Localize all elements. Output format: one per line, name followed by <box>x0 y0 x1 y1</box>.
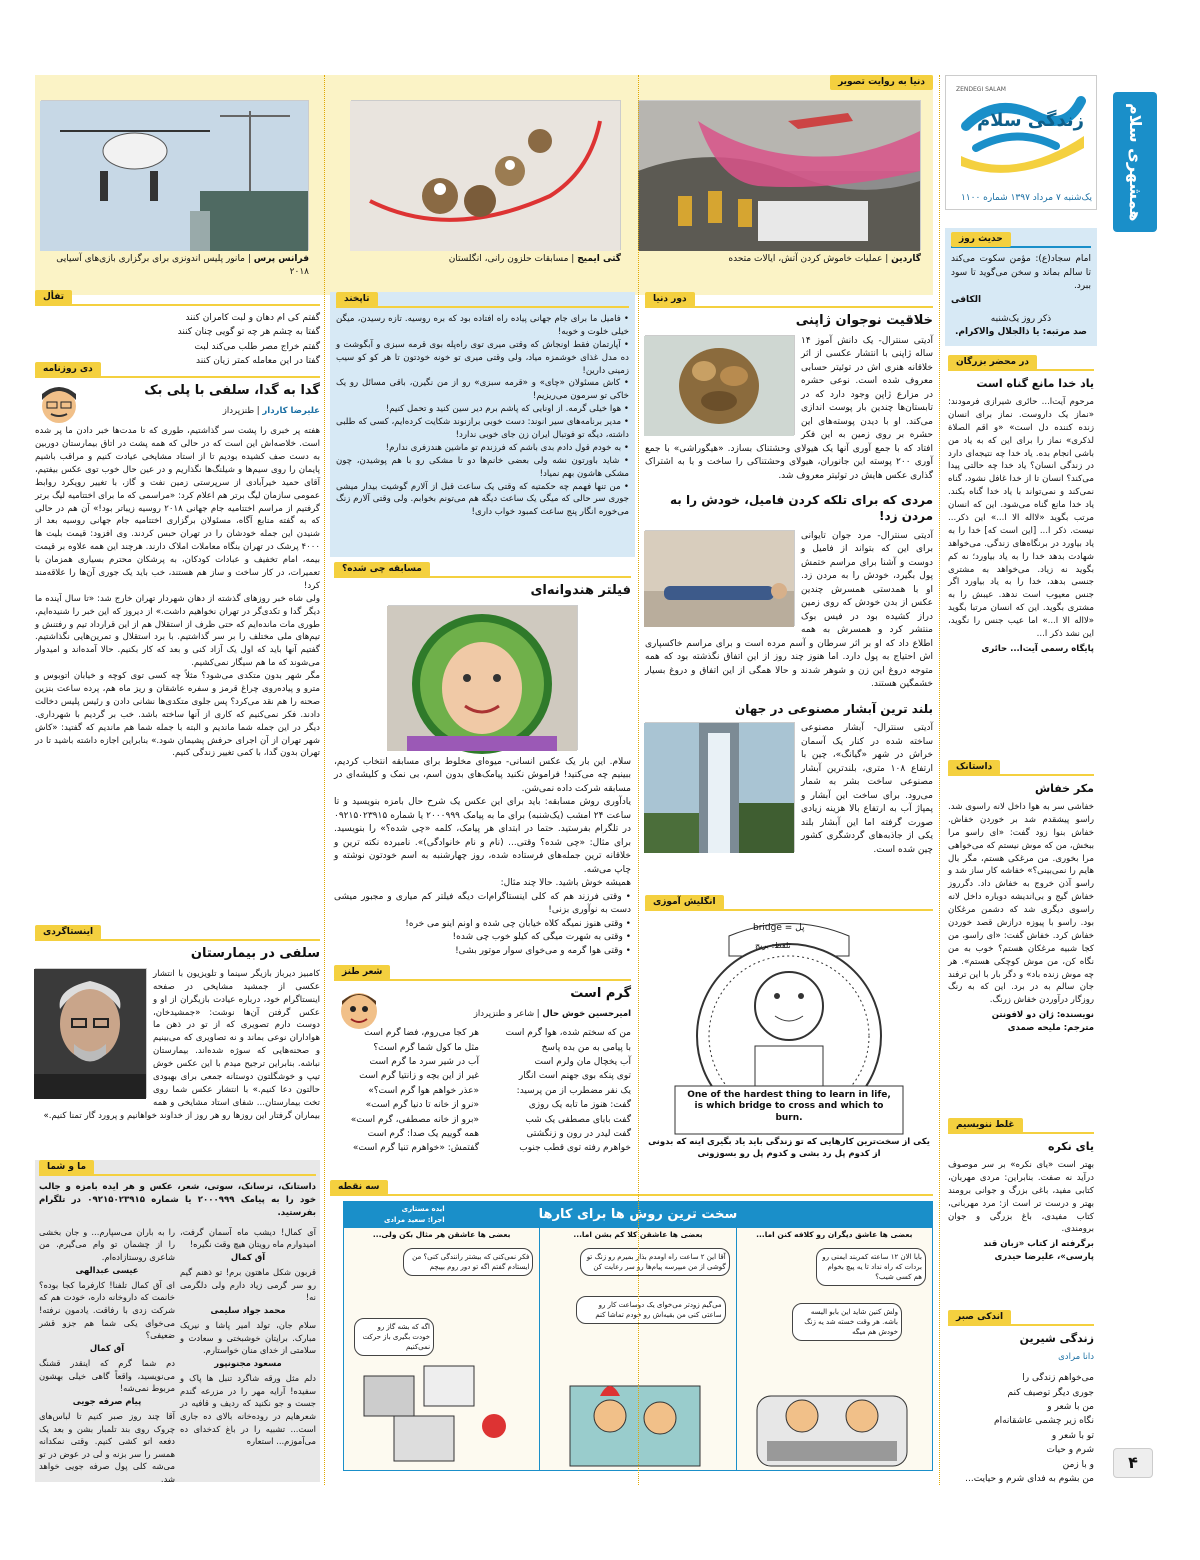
world-photos-tag: دنیا به روایت تصویر <box>830 75 933 90</box>
tapkhand-section <box>330 292 635 557</box>
reader-message: آی کمال! دیشب ماه آسمان گرفت، امیدوارم ماه رویتان هیچ وقت نگیره! <box>180 1226 316 1250</box>
story-section <box>945 760 1097 1110</box>
readers-intro: داستانک، ترسانک، سوتی، شعر، عکس و هر ایده بامزه و جالب خود را به پیامک ۲۰۰۰۹۹۹ یا شماره ۰۹۲۱۵۰۲۳۹۱۵ در تلگرام بفرستید. <box>39 1182 317 1218</box>
three-dots-section <box>330 1180 933 1480</box>
divider <box>324 75 325 1485</box>
tapkhand-item: • کاش مسئولان «چای» و «قرمه سبزی» رو از من نگیرن، باقی مسائل رو یک خاکی تو سرمون می‌ریزیم! <box>336 378 629 402</box>
poem-line: با پیامی به من بده پاسخ <box>541 1042 631 1053</box>
bug-photo <box>645 335 795 435</box>
hadith-box <box>945 228 1097 346</box>
insta-tag: اینستاگردی <box>35 925 101 940</box>
patience-poem <box>948 1371 1094 1486</box>
humor-poem-author: امیرحسین خوش حال | شاعر و طنزپرداز <box>473 1008 631 1019</box>
story-author: نویسنده: ژان دو لافونتن <box>991 1010 1094 1021</box>
photo-snails <box>351 100 621 270</box>
poem-line: هر کجا می‌روم، فضا گرم است <box>364 1028 479 1039</box>
faraway-a1-body: آدیتی سنترال- یک دانش آموز ۱۴ ساله ژاپنی با انتشار عکسی از اثر خلاقانه هنری اش در توئیتر حسابی معروف شده است. نوعی حشره در مزارع ژاپن وجود دارد که در تابستان‌ها چندین بار پوست اندازی می‌کند. او با دیدن پوسته‌های این حشره بر روی زمین به این فکر افتاد که با جمع آوری آنها یک هیولای وحشتناک بسازد. «هیگوراشی» با جمع آوری ۲۰۰ پوسته این جانوران، هیولای وحشتناکی را ساخت و با به اشتراک گذاری عکس هایش در توئیتر معروف شد. <box>645 335 933 481</box>
page-number: ۴ <box>1128 1453 1138 1472</box>
poem-line: گفت بابای مصطفی یک شب <box>525 1114 631 1125</box>
faraway-tag: دور دنیا <box>645 292 695 307</box>
elders-source: پایگاه رسمی آیت‌ا... حائری <box>981 643 1094 654</box>
poem-line: من بشوم به فدای شرم و حیایت... <box>965 1473 1094 1484</box>
masthead <box>945 75 1097 210</box>
tapkhand-tag: تاپخند <box>336 292 378 307</box>
reader-message: قربون شکل ماهتون برم! تو ذهنم گیم رو سر گرمی زیاد دارم ولی دلگرمی نه! <box>180 1267 316 1303</box>
diary-avatar <box>37 382 81 426</box>
contest-intro: سلام. این بار یک عکس انسانی- میوه‌ای مخلوط برای مسابقه انتخاب کردیم، ببینیم چه می‌کنید! فراموش نکنید پیامک‌های بدون اسم، بی نمک و کلیشه‌ای در مسابقه شرکت داده نمی‌شن. <box>334 756 631 794</box>
humor-poem-col1 <box>486 1026 631 1156</box>
divider <box>638 75 639 1485</box>
waterfall-photo <box>645 722 795 852</box>
section-strip <box>1113 92 1157 232</box>
poem-line: غیر از این بچه و زانتیا گرم است <box>359 1071 479 1082</box>
patience-tag: اندکی صبر <box>948 1310 1011 1325</box>
poem-line: گفتا به چشم هر چه تو گویی چنان کنند <box>177 327 320 338</box>
elders-body: مرحوم آیت‌ا... حائری شیرازی فرمودند: «نماز یک داروست. نماز برای انسان زنده کننده دل است» «و اقم الصلاة لذکری» نماز را برای این که به یاد من باشی انجام بده. یاد خدا چه نتیجه‌ای دارد در زندگی انسان؟ یاد خدا چه حالتی پیدا می‌کند؟ انسان تا از خدا غافل نشود، گناه نمی‌کند و نمی‌تواند با یاد خدا گناه بکند. یاد خدا مانع گناه می‌شود. این که انسان مرتب بگوید «لااله الا ا...» این ذکر... نیست. ذکر ا... [این است که] خدا را به یاد بیاورد در برنگاه‌های زندگی. می‌خواهد شهادت بدهد خدا را به یاد بیاورد؛ نه کم بگوید نه زیاد. می‌خواهد به مشتری جنسی بدهد، خدا را به یاد بیاورد اگر جنس معیوب است ندهد. عیبش را به مشتری بگوید. این که انسان مرتبا بگوید «لااله الا ا...» اما عیب جنس را نگوید، این نشد ذکر ا... <box>948 396 1094 639</box>
diary-tag: دی روزنامه <box>35 362 101 377</box>
faraway-a2-body: آدیتی سنترال- مرد جوان تایوانی برای این که بتواند از فامیل و دوست و آشنا برای مراسم ختمش پول بگیرد، خودش را به مردن زد. او با همدستی همسرش چندین عکس از بدن خودش که روی زمین دراز کشیده بود در فیس بوک منتشر کرد و همسرش به همه اطلاع داد که او بر اثر سرطان و آسم مرده است و برای مراسم خاکسپاری اش احتیاج به پول دارد. اما هنوز چند روز از این اتفاق نگذشته بود که همه متوجه دروغ این زن و شوهر شدند و حالا همگی از این اتفاق و دروغ بسیار خشمگین هستند. <box>645 530 933 690</box>
cartoon-title-bar: سخت ترین روش ها برای کارها ایده مستاری اجرا: سعید مرادی <box>344 1202 932 1228</box>
reader-name: آق کمال <box>89 1342 125 1353</box>
reader-message: سلام جان، تولد امیر پاشا و نیریک مبارک. برایتان خوشبختی و سعادت و سلامتی از خدای منان خواستارم. <box>180 1320 316 1356</box>
cartoon-panel-1: بعضی ها عاشق دیگران رو کلافه کنن اما... بابا الان ۱۲ ساعته کمربند ایمنی رو بردات که راه نداد تا یه پیچ بخوام هم کسی شیب؟ ولش کنین شاید این بابو الیسه باشه. هر وقت خسته شد یه زنگ خودش هم میگه <box>736 1228 932 1470</box>
photo-fire <box>639 100 921 270</box>
insta-title: سلفی در بیمارستان <box>190 946 320 961</box>
poem-line: مثل ما کول شما گرم است؟ <box>373 1042 479 1053</box>
issue-date: یک‌شنبه ۷ مرداد ۱۳۹۷ شماره ۱۱۰۰ <box>960 192 1092 203</box>
english-translation: یکی از سخت‌ترین کارهایی که تو زندگی باید یاد بگیری اینه که بدونی از کدوم پل رد بشی و کدوم پل رو بسوزونی <box>648 1137 930 1160</box>
tapkhand-item: • مدیر برنامه‌های سیر انوند: دست خوبی برازنوند شکایت کرده‌ایم، کسی که طلبی داشته، دیگه تو فوتبال ایران زن جای خوبی ندارد! <box>336 417 629 441</box>
poem-line: نگاه زیر چشمی عاشقانه‌ام <box>994 1416 1094 1427</box>
cartoon-credits: ایده مستاری اجرا: سعید مرادی <box>384 1205 445 1224</box>
photo-helicopter-caption: فرانس پرس | مانور پلیس اندونزی برای برگزاری بازی‌های آسیایی ۲۰۱۸ <box>56 254 309 278</box>
tapkhand-list <box>336 313 629 519</box>
humor-poem-col2 <box>334 1026 479 1156</box>
english-section <box>645 895 933 1175</box>
contest-tag: مسابقه چی شده؟ <box>334 562 430 577</box>
reader-message: ای آق کمال تلفنا! کارفرما کجا بوده؟ خانمت که داروخانه داره، خودت هم که شرکت زدی با رفاقت. یادمون نرفته! می‌خوای یکی شما هم جزو قشر ضعیفی؟ <box>39 1279 175 1341</box>
diary-body3: مگر شهر بدون متکدی می‌شود؟ مثلاً چه کسی توی کوچه و خیابان اتوبوس و مترو و پیاده‌روی چراغ قرمز و سفره عاشقان و ریز ماه هم، پرده ساعت بنزین صحنه را هم نقد می‌کرد؟ پس جلوی متکدی‌ها نشانی دادن و رئیس پلیس دخالت دادند. فکر نمی‌کنیم که کاری از آنها ساخته باشد. خب بر گردیم با شهرداری. دیگر در این جمله شما ماندیم و البته با جمله شما هم ماندیم که گفتید: «کاش شهر تهران از آن اجرای حرفش پشیمان شود.» بنابراین اجازه داشته باشید تا در تهران بدون گدا، با کمی تغییر زندگی کنیم. <box>35 671 320 759</box>
patience-title: زندگی شیرین <box>1019 1332 1094 1345</box>
patience-author: دانا مرادی <box>1058 1351 1094 1362</box>
poem-line: یک نفر مضطرب از من پرسید: <box>516 1085 631 1096</box>
english-quote: One of the hardest thing to learn in life, is which bridge to cross and which to burn. <box>687 1090 891 1123</box>
humor-poem-section <box>330 965 635 1175</box>
cartoon-panel-3: بعضی ها عاشقن هر مثال بکن ولی... فکر نمی‌کنی که بیشتر رانندگی کنی؟ من ایستادم گفتم اگه تو دور روم بپیچم اگه که بشه گاز رو خودت بگیری باز حرکت نمی‌کنیم <box>344 1228 539 1470</box>
poem-line: «نرو از خانه تا دنیا گرم است» <box>365 1100 479 1111</box>
tapkhand-item: • من تنها فهمم چه حکمتیه که وقتی یک ساعت قبل از آلارم گوشیت بیدار میشی جوری سر حالی که میگی یک ساعت دیگه هم می‌تونم بخوابم. ولی وقتی آلارم زنگ می‌خوره انگار پنج ساعت کمبود خواب داری! <box>336 481 629 518</box>
contest-section <box>330 562 635 960</box>
correct-body: بهتر است «یای نکره» بر سر موصوف درآید نه صفت. بنابراین: مردی مهربان، کتابی مفید، باغی بزرگ و جوانی برومند بهتر و درست تر است از: مرد مهربانی، کتاب مفیدی، باغ بزرگی و جوان برومندی. <box>948 1159 1094 1235</box>
zekr-count: صد مرتبه: یا ذالجلال والاکرام. <box>955 326 1087 337</box>
tapkhand-item: • فامیل ما برای جام جهانی پیاده راه افتاده بود که بره روسیه. تازه رسیدن، میگن خیلی خلوت و خوبه! <box>336 314 629 337</box>
faraway-a3-title: بلند ترین آبشار مصنوعی در جهان <box>734 701 933 716</box>
word-pronounce: تلفظ: بریج <box>755 941 791 950</box>
logo-text: زندگی سلام <box>976 110 1084 131</box>
diary-body2: ولی شاه خبر روزهای گذشته از دهان شهردار تهران خارج شد: «تا سال آینده ما دیگر گدا و تکدی‌گر در تهران نخواهیم داشت.» از دیروز که این خبر را شنیده‌ایم، طوری مات مانده‌ایم که حتی ظرف از استقلال هم از این قرارداد تیم و رفتنش و تیم‌های ملی مختلف را بر سر گذاشتیم. با برد استقلال و تمرین‌هایی نگذاشتیم. گفتیم آنها باید که اول یک آزاد کنی و بعد که کار بکنیم. حالا آمده‌اند و امیدوار می‌شوند که ما هم سیگار نمی‌کشیم. <box>35 593 320 669</box>
tapkhand-item: • شاید باورتون نشه ولی بعضی خانم‌ها دو تا مشکی رو با هم پوشیدن، چون مشکی هاشون بهم نمیاد! <box>336 455 629 479</box>
tapkhand-item: • آپارتمان فقط اونجاش که وقتی میری توی راه‌پله بوی قرمه سبزی و آبگوشت و ده مدل غذای خوشمزه میاد، ولی وقتی میری تو خونه خودتون تا هر کو کو سیب زمینی دارین! <box>336 339 629 376</box>
contest-example: • وقتی فرزند هم که کلی اینستاگرام‌ات دیگه فیلتر کم میاری و مجبور میشی دست به نوآوری بزنی! <box>334 891 631 916</box>
insta-photo <box>35 968 147 1098</box>
diary-title: گدا به گدا، سلفی با پلی بک <box>144 383 320 398</box>
story-body: خفاشی سر به هوا داخل لانه راسوی شد. راسو پیشقدم شد بر خوردن خفاش. خفاش بنوا زود گفت: «ای راسو مرا ببخش، من که موش نیستم که می‌خواهی مرا بخوری. من مرغکی هستم، مگر بال هایم را نمی‌بینی؟» خفاشه کار ساز شد و راسو آذن خروج به خفاش داد. دگرروز خفاش گیج و بی‌اندیشه دوباره داخل لانه راسوی دیگری شد که دشمن مرغکان بود. راسو با پیوزه درازش قصد خوردن خفاش کرد. خفاش گفت: «ای راسو، من کجا شبیه مرغکان هستم؟ خوب به من نگاه کن، من موش کوچکی هستم». هر چه موش زنده باد» و دگر بار با این ترفند جان سالم به در برد. این که به رنگ روزگار درآوردن خفاش زرنگ. <box>948 801 1094 1006</box>
faraway-a3-body: آدیتی سنترال- آبشار مصنوعی ساخته شده در کنار یک آسمان خراش در شهر «گیانگ»، چین با ارتفاع ۱۰۸ متری، بلندترین آبشار مصنوعی ساخت بشر به شمار می‌رود. برای ساخت این آبشار و پمپاژ آب به ارتفاع بالا هزینه زیادی صورت گرفته اما این آبشار بلند یکی از جاذبه‌های گردشگری کشور چین شده است. <box>801 723 933 855</box>
tapkhand-item: • به خودم قول دادم بدی باشم که فرزندم تو ماشین هندزفری ندارم! <box>385 442 629 453</box>
humor-poem-tag: شعر طنز <box>334 965 390 980</box>
poem-line: من که سختم شده، هوا گرم است <box>505 1028 631 1039</box>
patience-section <box>945 1310 1097 1490</box>
poem-line: گفتم کی ام دهان و لبت کامران کنند <box>185 313 320 323</box>
readers-col-right <box>180 1226 316 1486</box>
page-number-box <box>1113 1448 1153 1478</box>
cartoon-panel-2: بعضی ها عاشقن کلا کم بشن اما... آقا این ۲ ساعت راه اومدم بذار بمیرم رو زنگ تو گوشی از من میپرسه پیام‌ها رو سر رعایت کن می‌گیم زودتر می‌خوای یک دوساعت کار رو ساعتی کنی من بقیه‌اش رو خودم تماشا کنم <box>539 1228 735 1470</box>
hadith-tag: حدیث روز <box>951 232 1011 247</box>
readers-col-left <box>39 1226 175 1486</box>
poem-line: گفتم خراج مصر طلب می‌کند لبت <box>194 341 320 352</box>
poem-line: «عذر خواهم هوا گرم است؟» <box>368 1085 479 1096</box>
reader-message: آقا چند روز صبر کنیم تا لباس‌های چروک روی بند تلمبار بشن و بعد یک دفعه اتو کشی کنیم. وقتی نمکدانه همسر را سر بزنه و لی در عوض در تو می‌شه کلی پول صرفه جویی خواهد شد. <box>39 1410 175 1484</box>
poem-line: «برو از خانه مصطفی، گرم است» <box>350 1114 479 1125</box>
poem-line: گفت: هنوز ما تابه یک روزی <box>528 1100 631 1111</box>
readers-tag: ما و شما <box>39 1160 94 1175</box>
poem-line: من با شعر و <box>1047 1402 1094 1413</box>
correct-source: برگرفته از کتاب «زبان قند پارسی»، علیرضا حیدری <box>983 1239 1094 1262</box>
insta-section <box>35 925 320 1157</box>
contest-example: • وقتی به شهرت میگی که کیلو خوب چی شده! <box>452 932 631 943</box>
photo-helicopter <box>41 100 309 278</box>
lying-man-photo <box>645 530 795 626</box>
zekr-intro: ذکر روز یک‌شنبه <box>990 313 1052 324</box>
word-en: bridge = پل <box>753 923 805 933</box>
elders-title: یاد خدا مانع گناه است <box>976 377 1094 390</box>
world-photos-band <box>35 75 933 295</box>
poem-line: و با زمن <box>1062 1459 1094 1470</box>
poem-line: خواهرم رفته توی قطب جنوب <box>519 1143 631 1154</box>
three-dots-tag: سه نقطه <box>330 1180 388 1195</box>
poem-line: می‌خواهم زندگی را <box>1022 1373 1094 1384</box>
elders-tag: در محضر بزرگان <box>948 355 1037 370</box>
section-name: همشهری سلام <box>1126 102 1145 222</box>
reader-name: محمد جواد سلیمی <box>210 1304 286 1315</box>
elders-section <box>945 355 1097 753</box>
story-tag: داستانک <box>948 760 1000 775</box>
poem-line: جوری دیگر توصیف کنم <box>1007 1387 1094 1398</box>
reader-message: دم شما گرم که اینقدر قشنگ می‌نویسید، واقعاً گاهی خیلی بهشون مربوط نمی‌شه! <box>39 1357 175 1394</box>
tapkhand-item: • هوا خیلی گرمه. از اونایی که پاشم برم دیر سین کنید و تحمل کنیم! <box>385 404 629 415</box>
poem-line: توی پنکه بوی جهنم است انگار <box>518 1071 631 1082</box>
diary-section <box>35 362 320 922</box>
contest-example: • وقتی هنوز نمیگه کلاه خیابان چی شده و اونم اینو می خره! <box>405 918 631 929</box>
divider <box>939 75 940 1485</box>
reader-name: آق کمال <box>230 1251 266 1262</box>
reader-name: پیام صرفه جویی <box>72 1395 142 1406</box>
readers-section <box>35 1160 320 1482</box>
diary-author: علیرضا کاردار | طنزپرداز <box>222 405 320 416</box>
contest-example: • وقتی هوا گرمه و می‌خوای سوار موتور بشی! <box>455 945 631 956</box>
faraway-a1-title: خلاقیت نوجوان ژاپنی <box>795 313 933 328</box>
photo-fire-caption: گاردین | عملیات خاموش کردن آتش، ایالات متحده <box>728 254 921 264</box>
poem-line: گفتا در این معامله کمتر زیان کنند <box>195 356 320 367</box>
contest-rules: یادآوری روش مسابقه: باید برای این عکس یک شرح حال بامزه بنویسید و تا ساعت ۲۴ امشب (یک‌شنبه) برای ما به پیامک ۲۰۰۰۹۹۹ یا شماره ۰۹۲۱۵۰۲۳۹۱۵ در تلگرام بفرستید. حتما در ابتدای هر پیامک، کلمه «چی شده؟» را بنویسید. برای مثال: «چی شده؟ وقتی... (نام و نام خانوادگی)». نامبرده نکته ترین و خلاقانه ترین جمله‌های فرستاده شده، روز چهارشنبه به اسم خودتون نوشته و چاپ می‌شه. <box>334 797 631 875</box>
poem-line: گفت لیدر در رون و زنگشتی <box>526 1128 631 1139</box>
reader-message: را به باران می‌سپارم... و جان بخشی را از چشمان تو وام می‌گیرم. من شاعری روستازاده‌ام. <box>39 1226 175 1262</box>
poem-line: تو با شعر و <box>1051 1430 1094 1441</box>
reader-name: مسعود مجنونپور <box>214 1357 282 1368</box>
insta-body: کامبیز دیرباز بازیگر سینما و تلویزیون با انتشار عکسی از جمشید مشایخی در صفحه اینستاگرام خود، درباره عیادت بازیگران از او و عکس گرفتن آن‌ها نوشت: «جمشیدخان، دوست دارم تصویری که از تو در ذهن ما هواداران نوعی بماند و نه تصاویری که می‌بینیم و صحنه‌هایی که سوژه شده‌اند. بیمارستان نباشه. بنابراین ترجیح میدم با این عکس خوش تیپ و خوشگلتون دوستانه جمعی برای بهبودی حالتون دعا کنیم.» با انتشار عکس شما روی تخت بیمارستان... شفای استاد مشایخی و همه بیماران گرفتار این روزها رو هر روز از خداوند خواهانیم و پرورد گار تمنا کنیم.» <box>43 968 320 1121</box>
english-tag: انگلیش آموزی <box>645 895 724 910</box>
story-title: مکر خفاش <box>1034 782 1094 795</box>
correct-title: یای نکره <box>1047 1140 1094 1153</box>
humor-poem-title: گرم است <box>570 986 631 1001</box>
reader-name: عیسی عبدالهی <box>75 1264 139 1275</box>
poem-line: آب یخچال مان ولرم است <box>534 1056 631 1067</box>
poem-line: گفتمش: «خواهرم تنیا گرم است» <box>352 1143 479 1154</box>
contest-title: فیلتر هندوانه‌ای <box>530 583 631 598</box>
poet-avatar <box>336 987 382 1033</box>
reader-message: دلم مثل ورقه شاگرد تنبل ها پاک و سفیده! آرایه مهر را در مزرعه گندم جست و جو نکنید که ردیف و قافیه در شعرهایم در روده‌خانه بالای ده جاری است... تشبیه را در باغ کدخدای ده می‌آموزم... استعاره <box>180 1373 316 1447</box>
falsafe-section <box>35 290 320 367</box>
hadith-source: الکافی <box>951 294 982 305</box>
poem-line: همه گوییم یک صدا: گرم است <box>367 1128 479 1139</box>
faraway-section <box>645 292 933 887</box>
story-translator: مترجم: ملیحه صمدی <box>1007 1022 1094 1033</box>
poem-line: آب در شیر سرد ما گرم است <box>369 1056 479 1067</box>
bridge-illustration <box>645 916 933 1136</box>
falsafe-tag: تفأل <box>35 290 72 305</box>
poem-line: شرم و حیات <box>1046 1445 1094 1456</box>
photo-snails-caption: گتی ایمیج | مسابقات حلزون رانی، انگلستان <box>448 254 621 264</box>
diary-body1: هفته پر خبری را پشت سر گذاشتیم، طوری که تا مدت‌ها خبر دادن ما پر شده است. خلاصه‌اش این است که در حالی که همه پشت در اتاق بیمارستان دوربین به دست صف کشیده بودیم تا از استاد مشایخی عیادت کنیم و مراقب باشیم پایمان را روی سیم‌ها و شیلنگ‌ها نگذاریم و در عین حال خوب توی عکس بیفتیم، آقای حمید خیرآبادی از سرپرستی زمین نفت و گاز، با تغییر رویکرد روابط عمومی سازمان لیگ برتر هم اعلام کرد: «مراسمی که ما برای اختتامیه لیگ برتر گرفتیم از مراسم اختتامیه جام جهانی ۲۰۱۸ روسیه زیباتر بود!» آن هم در حالی که به گفته منابع آگاه، مسئولان برگزاری اختتامیه جام جهانی روسیه بعد از شنیدن این جمله خودشان را در تهران حبس کردند. وی افزود: قیمت بلیت ها ۴۰۰۰ پرشک در تهران بنگاه معاملات املاک دارند. هرچند این همه علاوه بر قیمت بیمه، امام تخفیف و عبادات کودکان، به پرشکان محترم بسیاری همزمان با تعمیرات، در کار ساخت و ساز هم هستند، خب باید یک جوری آن‌ها را علاقه‌مند کرد! <box>35 426 321 591</box>
logo-sub: ZENDEGI SALAM <box>956 86 1006 93</box>
watermelon-photo <box>388 605 578 750</box>
masthead-logo <box>956 86 1088 176</box>
contest-result-intro: همیشه خوش باشید. حالا چند مثال: <box>500 878 631 889</box>
correct-tag: غلط ننویسیم <box>948 1118 1023 1133</box>
contest-examples <box>334 891 631 959</box>
hadith-text: امام سجاد(ع): مؤمن سکوت می‌کند تا سالم بماند و سخن می‌گوید تا سود ببرد. <box>951 254 1091 291</box>
faraway-a2-title: مردی که برای تلکه کردن فامیل، خودش را به مردن زد! <box>670 493 933 523</box>
falsafe-lines <box>35 311 320 369</box>
correct-section <box>945 1118 1097 1308</box>
